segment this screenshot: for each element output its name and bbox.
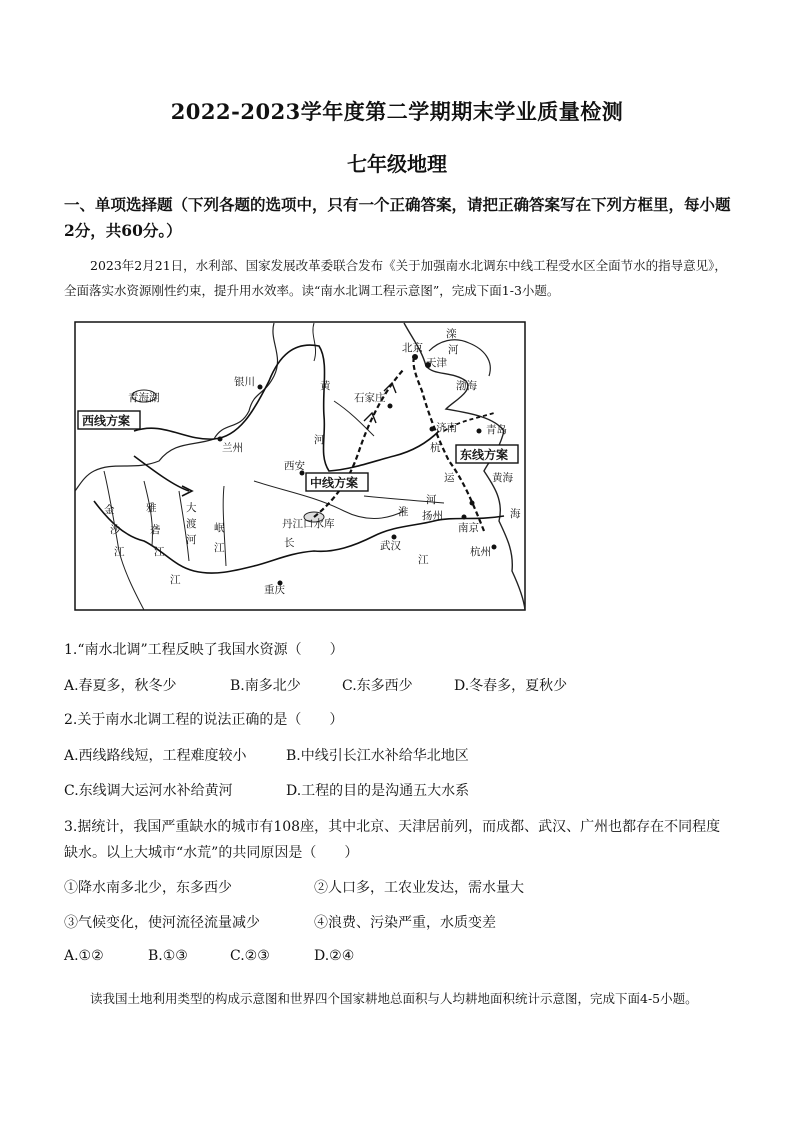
label-jiang-chang: 江 [418, 554, 429, 566]
label-danjiangkou: 丹江口水库 [282, 518, 335, 530]
label-luan: 滦 [446, 328, 457, 340]
label-huai: 淮 [398, 506, 409, 518]
label-yalong-1: 雅 [146, 502, 157, 514]
question-1-stem: 1.“南水北调”工程反映了我国水资源（ ） [64, 642, 344, 658]
wuhan-dot [392, 535, 397, 540]
q3-option-b[interactable]: B.①③ [148, 948, 188, 964]
label-xian: 西安 [284, 460, 305, 472]
label-yalong-3: 江 [154, 546, 165, 558]
label-min-2: 江 [214, 542, 225, 554]
exam-title: 2022-2023学年度第二学期期末学业质量检测 [170, 99, 624, 124]
question-2-options-row2 [64, 780, 734, 802]
question-2-stem: 2.关于南水北调工程的说法正确的是（ ） [64, 712, 344, 728]
label-dadu-1: 大 [186, 502, 197, 514]
q1-option-b[interactable]: B.南多北少 [230, 678, 301, 694]
label-yellow-sea: 黄海 [492, 472, 513, 484]
label-jiang-mid: 江 [170, 574, 181, 586]
hangzhou-dot [492, 545, 497, 550]
label-tianjin: 天津 [426, 357, 447, 369]
section-heading: 一、单项选择题（下列各题的选项中，只有一个正确答案，请把正确答案写在下列方框里，每小题2分，共60分。） [64, 195, 731, 240]
label-lanzhou: 兰州 [222, 442, 243, 454]
label-jinan: 济南 [436, 422, 457, 434]
label-jinsha-3: 江 [114, 546, 125, 558]
q3-option-c[interactable]: C.②③ [230, 948, 270, 964]
label-he-yun: 河 [426, 494, 437, 506]
q3-statement-2: ②人口多，工农业发达，需水量大 [314, 880, 524, 896]
chart-intro: 读我国土地利用类型的构成示意图和世界四个国家耕地总面积与人均耕地面积统计示意图，完成下面4-5小题。 [90, 991, 698, 1006]
q1-option-d[interactable]: D.冬春多，夏秋少 [454, 678, 568, 694]
question-3-options [64, 948, 734, 970]
question-3-statements-row1 [64, 877, 734, 899]
label-beijing: 北京 [402, 342, 423, 354]
label-chang: 长 [284, 537, 295, 549]
yinchuan-dot [258, 385, 263, 390]
yangzhou-dot [470, 501, 475, 506]
label-yalong-2: 砻 [150, 524, 161, 536]
label-jinsha-1: 金 [104, 504, 115, 516]
label-yinchuan: 银川 [234, 376, 255, 388]
label-yun: 运 [444, 472, 455, 484]
q2-option-c[interactable]: C.东线调大运河水补给黄河 [64, 783, 233, 799]
q2-option-a[interactable]: A.西线路线短，工程难度较小 [64, 748, 247, 764]
label-jinsha-2: 沙 [110, 524, 121, 536]
question-2-options-row1 [64, 745, 734, 767]
south-north-water-map [74, 321, 526, 611]
label-hai: 海 [510, 508, 521, 520]
middle-route-label: 中线方案 [310, 476, 359, 490]
shijiazhuang-dot [388, 404, 393, 409]
label-wuhan: 武汉 [380, 540, 401, 552]
label-dadu-2: 渡 [186, 518, 197, 530]
east-route-label: 东线方案 [460, 448, 509, 462]
label-min-1: 岷 [214, 522, 225, 534]
label-nanjing: 南京 [458, 522, 479, 534]
q3-option-d[interactable]: D.②④ [314, 948, 355, 964]
question-1-options [64, 675, 734, 697]
west-route-label: 西线方案 [82, 414, 131, 428]
label-he-luan: 河 [448, 344, 459, 356]
question-3-statements-row2 [64, 912, 734, 934]
label-dadu-3: 河 [186, 534, 197, 546]
nanjing-dot [462, 515, 467, 520]
beijing-dot [412, 354, 418, 360]
subject-title: 七年级地理 [347, 152, 447, 176]
label-chongqing: 重庆 [264, 584, 285, 596]
label-yangzhou: 扬州 [422, 510, 443, 522]
lanzhou-dot [218, 437, 223, 442]
map-graphic [74, 321, 526, 611]
map-intro: 2023年2月21日，水利部、国家发展改革委联合发布《关于加强南水北调东中线工程受水区全面节水的指导意见》，全面落实水资源刚性约束，提升用水效率。读“南水北调工程示意图”，完成下面1-3小题。 [64, 258, 727, 298]
q2-option-b[interactable]: B.中线引长江水补给华北地区 [286, 748, 469, 764]
q3-statement-1: ①降水南多北少，东多西少 [64, 880, 232, 896]
q3-statement-4: ④浪费、污染严重，水质变差 [314, 915, 496, 931]
label-qingdao: 青岛 [486, 424, 507, 436]
q2-option-d[interactable]: D.工程的目的是沟通五大水系 [286, 783, 470, 799]
q3-option-a[interactable]: A.①② [64, 948, 104, 964]
label-huang: 黄 [320, 380, 331, 392]
label-hangzhou: 杭州 [470, 546, 491, 558]
label-shijiazhuang: 石家庄 [354, 392, 386, 404]
qingdao-dot [477, 429, 482, 434]
question-3-stem: 3.据统计，我国严重缺水的城市有108座，其中北京、天津居前列，而成都、武汉、广州也都存在不同程度缺水。以上大城市“水荒”的共同原因是（ ） [64, 819, 721, 861]
q1-option-c[interactable]: C.东多西少 [342, 678, 413, 694]
q1-option-a[interactable]: A.春夏多，秋冬少 [64, 678, 177, 694]
label-bohai: 渤海 [456, 380, 477, 392]
jinan-dot [430, 427, 435, 432]
label-hang: 杭 [430, 442, 441, 454]
label-he-huang: 河 [314, 434, 325, 446]
q3-statement-3: ③气候变化，使河流径流量减少 [64, 915, 260, 931]
label-qinghai-lake: 青海湖 [128, 392, 160, 404]
